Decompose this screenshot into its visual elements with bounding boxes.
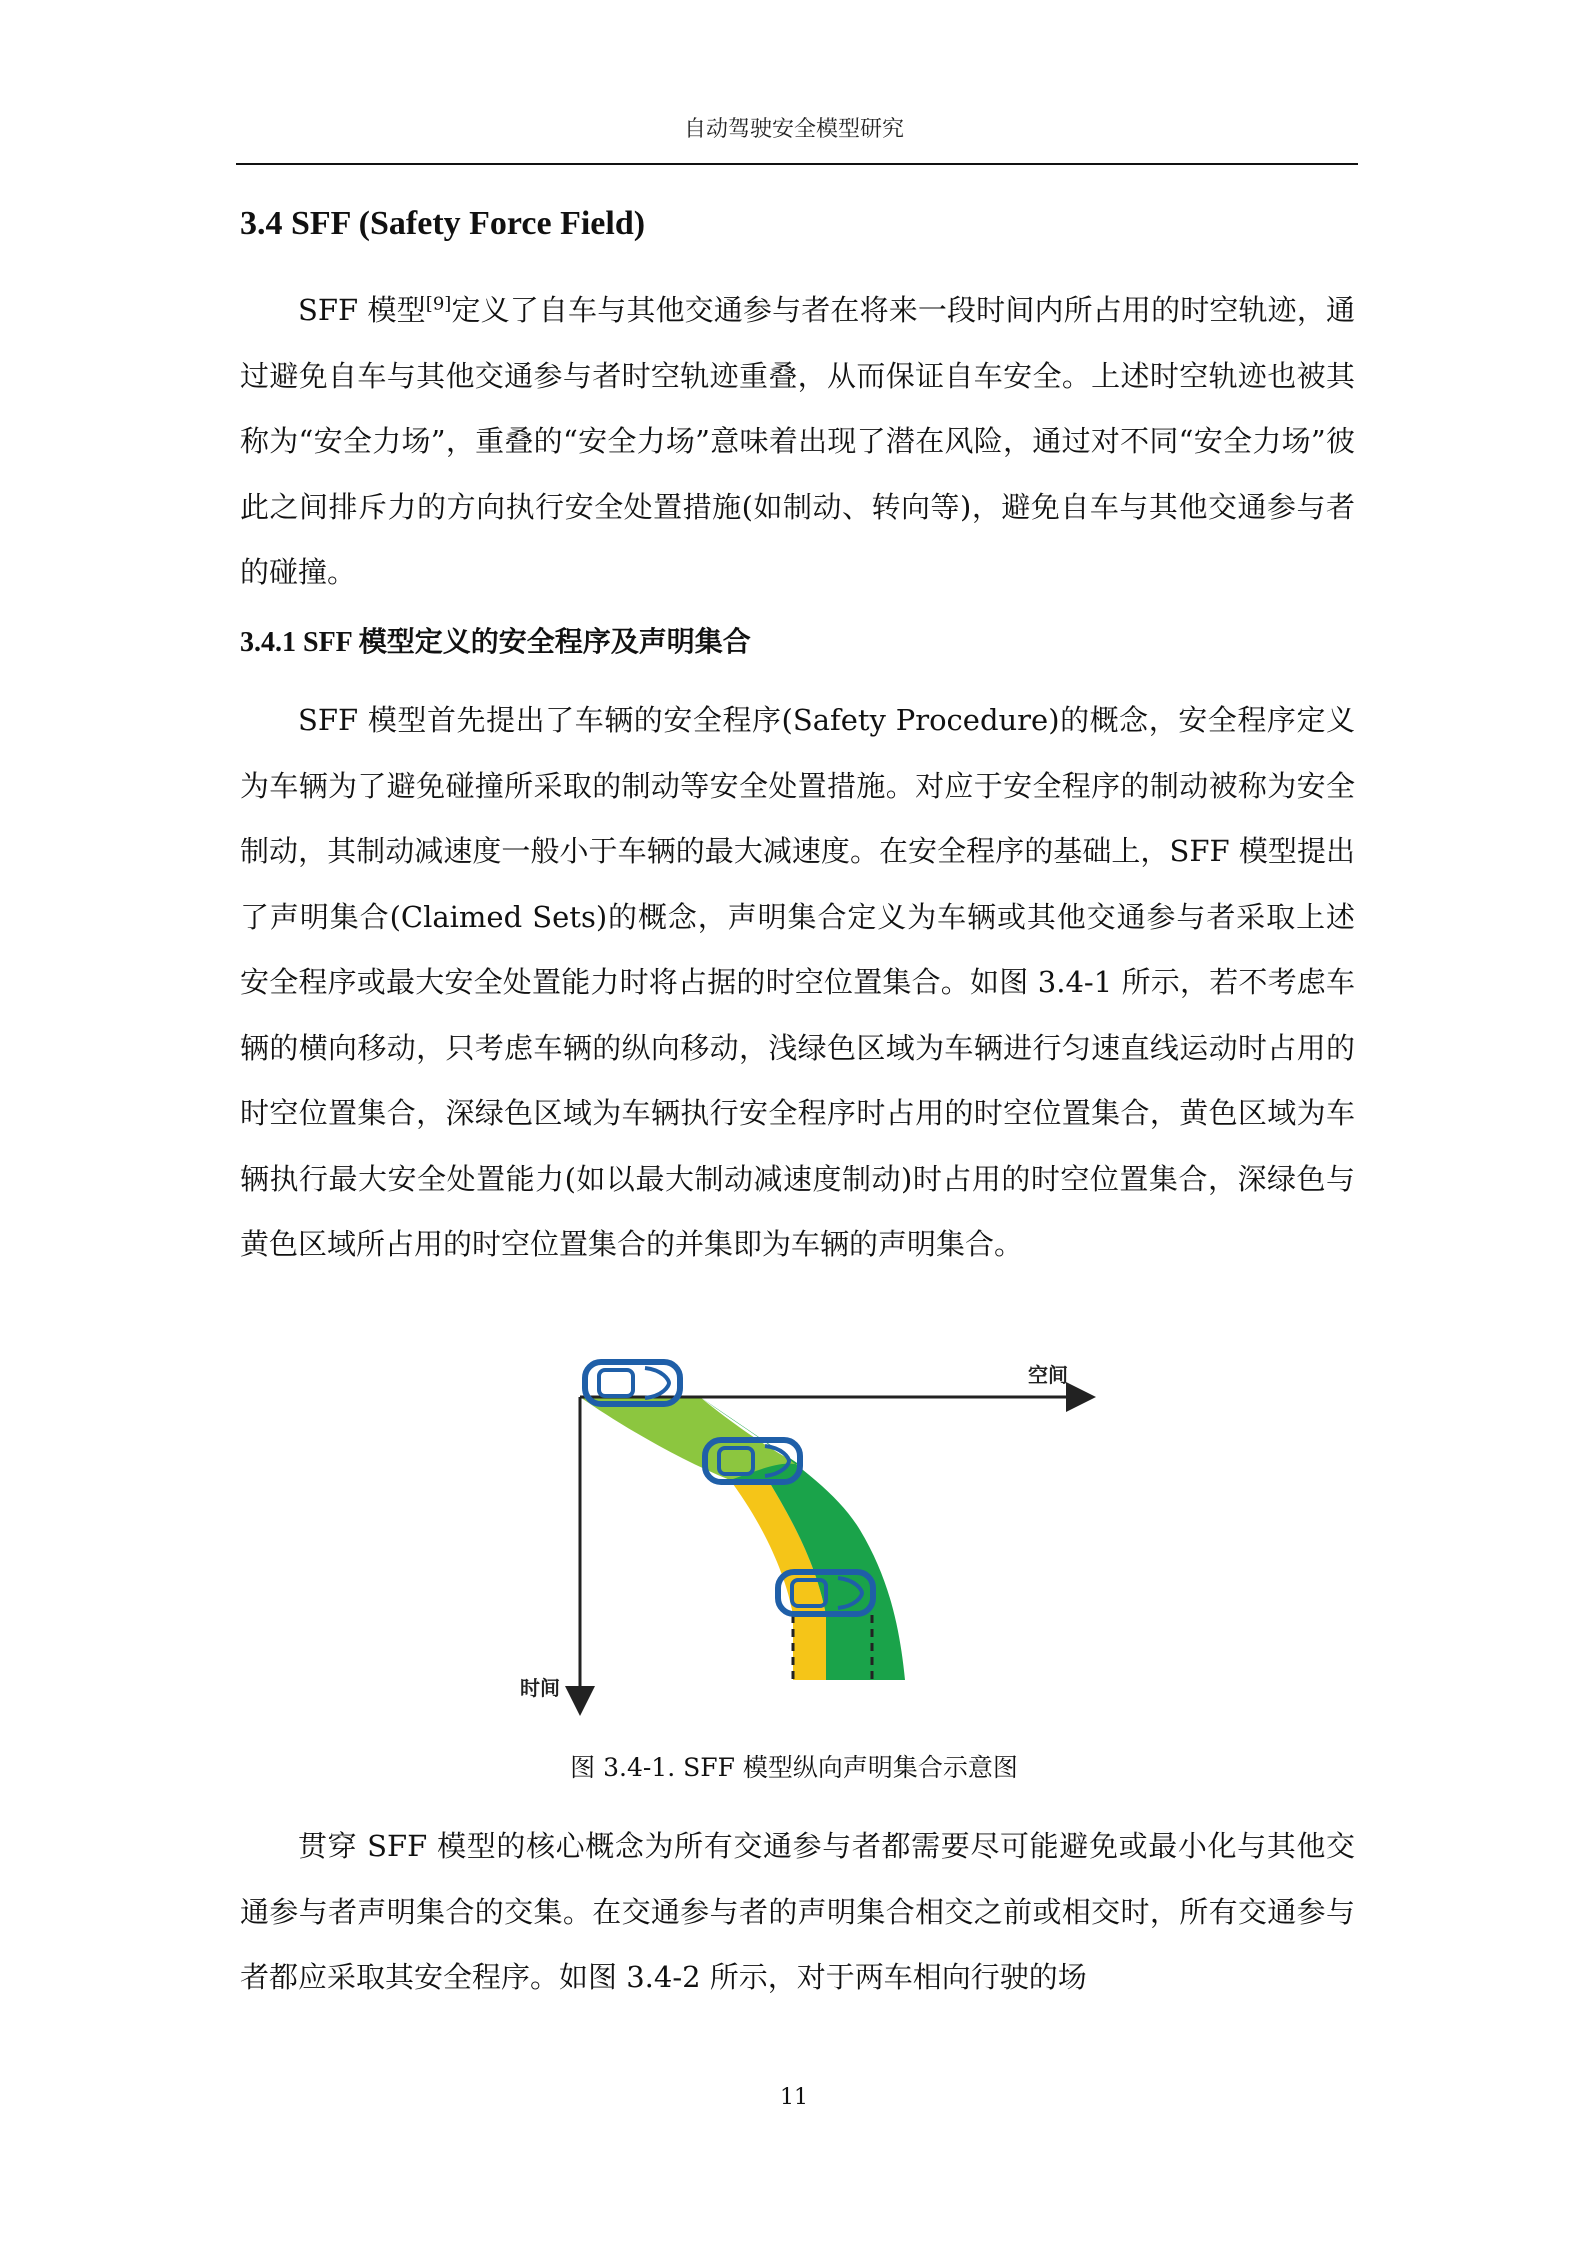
claimed-set-figure xyxy=(500,1340,1120,1720)
paragraph-1-lead: SFF 模型 xyxy=(298,293,426,327)
citation-link[interactable]: [9] xyxy=(425,293,452,315)
paragraph-2: SFF 模型首先提出了车辆的安全程序(Safety Procedure)的概念，安全程序定义为车辆为了避免碰撞所采取的制动等安全处置措施。对应于安全程序的制动被称为安全制动，其制动减速度一般小于车辆的最大减速度。在安全程序的基础上，SFF 模型提出了声明集合(Claimed Sets)的概念，声明集合定义为车辆或其他交通参与者采取上述安全程序或最大安全处置能力时将占据的时空位置集合。如图 3.4-1 所示，若不考虑车辆的横向移动，只考虑车辆的纵向移动，浅绿色区域为车辆进行匀速直线运动时占用的时空位置集合，深绿色区域为车辆执行安全程序时占用的时空位置集合，黄色区域为车辆执行最大安全处置能力(如以最大制动减速度制动)时占用的时空位置集合，深绿色与黄色区域所占用的时空位置集合的并集即为车辆的声明集合。 xyxy=(240,703,1355,1261)
header-rule xyxy=(236,163,1358,165)
x-axis-label: 空间 xyxy=(1028,1363,1068,1387)
page-number: 11 xyxy=(780,2085,808,2110)
paragraph-3: 贯穿 SFF 模型的核心概念为所有交通参与者都需要尽可能避免或最小化与其他交通参与者声明集合的交集。在交通参与者的声明集合相交之前或相交时，所有交通参与者都应采取其安全程序。如图 3.4-2 所示，对于两车相向行驶的场 xyxy=(240,1829,1355,1994)
figure-caption: 图 3.4-1. SFF 模型纵向声明集合示意图 xyxy=(570,1753,1018,1782)
paragraph-1 xyxy=(240,278,1355,606)
running-header: 自动驾驶安全模型研究 xyxy=(683,117,904,142)
section-title: 3.4 SFF (Safety Force Field) xyxy=(240,205,646,242)
paragraph-1-text: 定义了自车与其他交通参与者在将来一段时间内所占用的时空轨迹，通过避免自车与其他交通参与者时空轨迹重叠，从而保证自车安全。上述时空轨迹也被其称为“安全力场”，重叠的“安全力场”意味着出现了潜在风险，通过对不同“安全力场”彼此之间排斥力的方向执行安全处置措施(如制动、转向等)，避免自车与其他交通参与者的碰撞。 xyxy=(240,293,1355,589)
y-axis-label: 时间 xyxy=(520,1676,560,1700)
subsection-title: 3.4.1 SFF 模型定义的安全程序及声明集合 xyxy=(240,627,751,658)
